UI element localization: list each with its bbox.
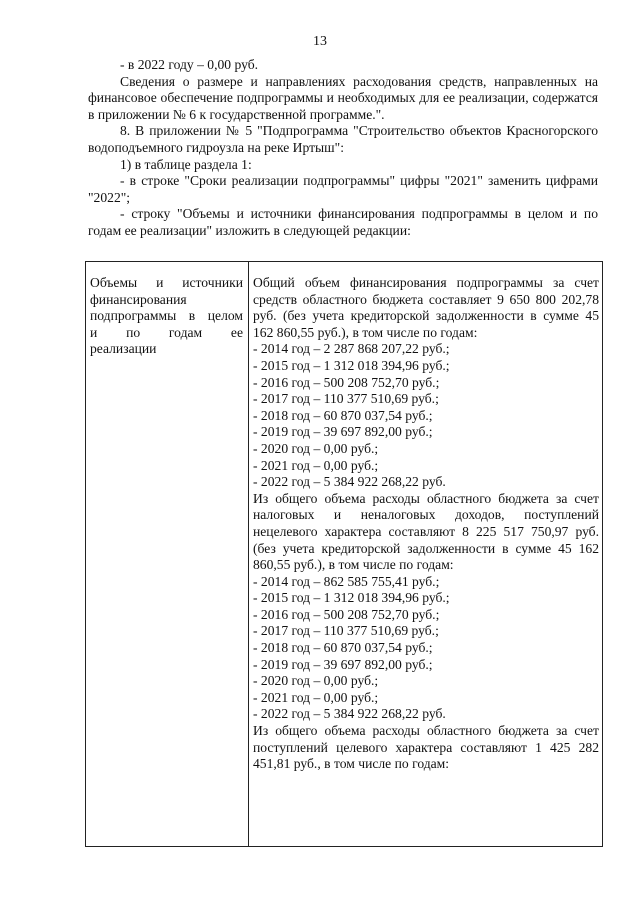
tax-funding-paragraph: Из общего объема расходы областного бюджета за счет налоговых и неналоговых доходов, поступлений нецелевого характера составляют 8 225 517 750,97 руб. (без учета кредиторской задолженности в сумме 45 162 860,55 руб.), в том числе по годам: — [253, 490, 599, 573]
left-cell-line: финансирования — [90, 291, 187, 307]
tax-year-item: - 2015 год – 1 312 018 394,96 руб.; — [253, 590, 450, 606]
left-cell-line: подпрограммы в целом — [90, 308, 243, 324]
tax-year-item: - 2018 год – 60 870 037,54 руб.; — [253, 640, 433, 656]
tax-year-item: - 2016 год – 500 208 752,70 руб.; — [253, 606, 440, 622]
total-year-item: - 2021 год – 0,00 руб.; — [253, 457, 379, 473]
tax-year-item: - 2021 год – 0,00 руб.; — [253, 689, 379, 705]
tax-year-item: - 2022 год – 5 384 922 268,22 руб. — [253, 706, 446, 722]
total-year-item: - 2017 год – 110 377 510,69 руб.; — [253, 391, 439, 407]
intro-text — [88, 57, 598, 240]
total-year-item: - 2015 год – 1 312 018 394,96 руб.; — [253, 357, 450, 373]
tax-year-item: - 2017 год – 110 377 510,69 руб.; — [253, 623, 439, 639]
dash-item-volumes: - строку "Объемы и источники финансирования подпрограммы в целом и по годам ее реализации" изложить в следующей редакции: — [88, 206, 598, 238]
funding-table — [85, 261, 603, 847]
total-year-item: - 2014 год – 2 287 868 207,22 руб.; — [253, 341, 450, 357]
total-year-item: - 2020 год – 0,00 руб.; — [253, 440, 379, 456]
left-cell-line: и по годам ее — [90, 324, 243, 340]
total-year-item: - 2019 год – 39 697 892,00 руб.; — [253, 424, 433, 440]
sub-item-1: 1) в таблице раздела 1: — [120, 156, 252, 172]
info-paragraph: Сведения о размере и направлениях расходования средств, направленных на финансовое обеспечение подпрограммы и необходимых для ее реализации, содержатся в приложении № 6 к государственной программе.". — [88, 73, 598, 122]
total-year-item: - 2022 год – 5 384 922 268,22 руб. — [253, 474, 446, 490]
tax-year-item: - 2014 год – 862 585 755,41 руб.; — [253, 573, 440, 589]
year-2022-line: - в 2022 году – 0,00 руб. — [120, 57, 259, 72]
dash-item-terms: - в строке "Сроки реализации подпрограммы" цифры "2021" заменить цифрами "2022"; — [88, 173, 598, 205]
total-year-item: - 2018 год – 60 870 037,54 руб.; — [253, 407, 433, 423]
total-funding-paragraph: Общий объем финансирования подпрограммы за счет средств областного бюджета составляет 9 650 800 202,78 руб. (без учета кредиторской задолженности в сумме 45 162 860,55 руб.), в том числе по годам: — [253, 275, 599, 340]
total-year-item: - 2016 год – 500 208 752,70 руб.; — [253, 374, 440, 390]
page-number: 13 — [313, 34, 327, 49]
left-cell-line: реализации — [90, 341, 157, 357]
table-row-header-cell — [90, 275, 243, 358]
tax-year-item: - 2019 год – 39 697 892,00 руб.; — [253, 656, 433, 672]
table-value-cell — [253, 275, 599, 773]
column-divider — [248, 262, 249, 846]
item-8-paragraph: 8. В приложении № 5 "Подпрограмма "Строительство объектов Красногорского водоподъемного гидроузла на реке Иртыш": — [88, 123, 598, 155]
left-cell-line: Объемы и источники — [90, 275, 243, 290]
tax-year-item: - 2020 год – 0,00 руб.; — [253, 673, 379, 689]
target-funding-paragraph: Из общего объема расходы областного бюджета за счет поступлений целевого характера составляют 1 425 282 451,81 руб., в том числе по годам: — [253, 723, 599, 772]
